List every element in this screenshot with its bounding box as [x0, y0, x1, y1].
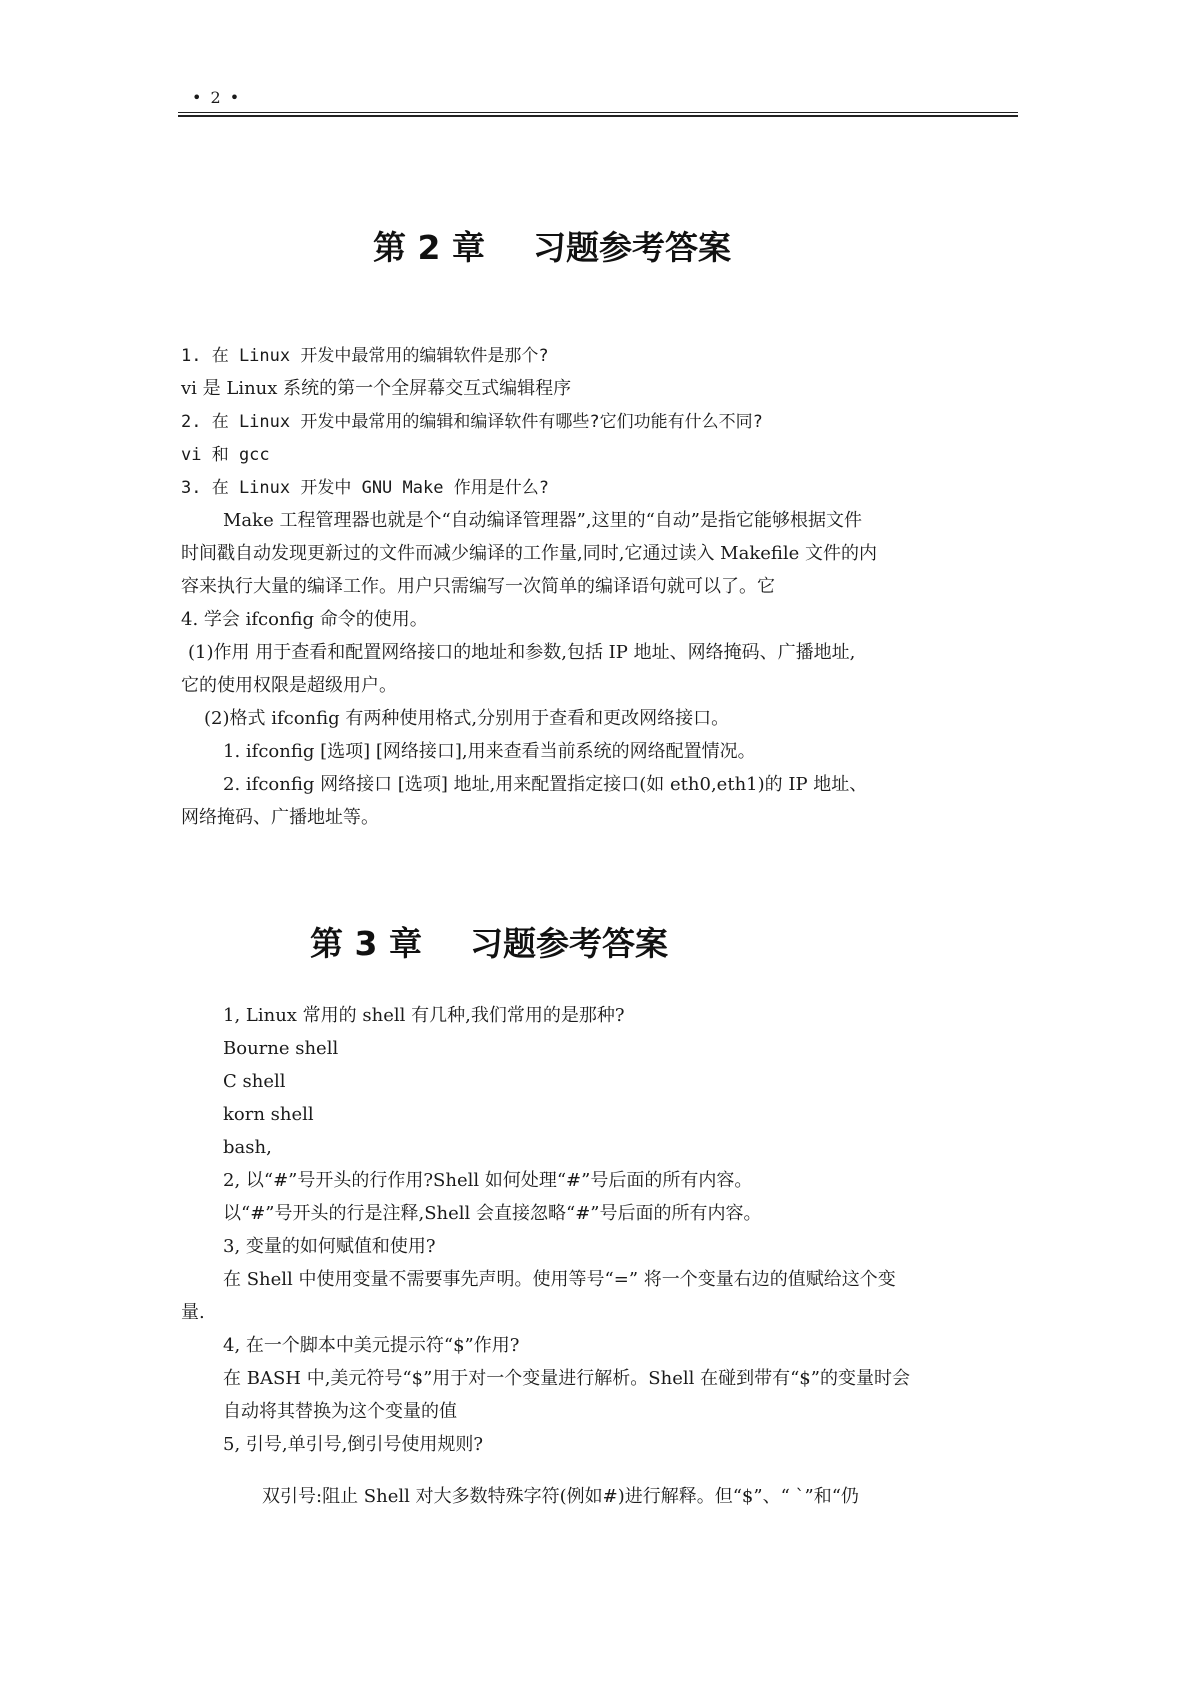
ch3-line: 双引号:阻止 Shell 对大多数特殊字符(例如#)进行解释。但“$”、“ `”和“仍: [262, 1486, 859, 1507]
ch3-line: 5, 引号,单引号,倒引号使用规则?: [223, 1434, 483, 1455]
ch3-line: korn shell: [223, 1104, 314, 1125]
page-number: • 2 •: [192, 88, 242, 107]
ch2-line: 网络掩码、广播地址等。: [181, 807, 379, 828]
ch3-line: bash,: [223, 1137, 272, 1158]
ch2-line: 2. 在 Linux 开发中最常用的编辑和编译软件有哪些?它们功能有什么不同?: [181, 412, 763, 432]
header-rule-thin: [178, 112, 1018, 113]
ch3-line: Bourne shell: [223, 1038, 339, 1059]
ch2-line: 时间戳自动发现更新过的文件而减少编译的工作量,同时,它通过读入 Makefile 文件的内: [181, 543, 878, 564]
ch2-line: 1. ifconfig [选项] [网络接口],用来查看当前系统的网络配置情况。: [223, 741, 756, 762]
ch3-line: 4, 在一个脚本中美元提示符“$”作用?: [223, 1335, 520, 1356]
chapter-3-heading: 习题参考答案: [469, 924, 668, 963]
page-header: [178, 82, 1018, 114]
ch3-line: 3, 变量的如何赋值和使用?: [223, 1236, 436, 1257]
chapter-2-number: 第 2 章: [373, 228, 485, 267]
ch2-line: 容来执行大量的编译工作。用户只需编写一次简单的编译语句就可以了。它: [181, 576, 775, 597]
header-rule-thick: [178, 115, 1018, 117]
chapter-2-heading: 习题参考答案: [532, 228, 731, 267]
chapter-2-title: [373, 222, 731, 269]
ch2-line: Make 工程管理器也就是个“自动编译管理器”,这里的“自动”是指它能够根据文件: [223, 510, 862, 531]
ch2-line: 2. ifconfig 网络接口 [选项] 地址,用来配置指定接口(如 eth0,eth1)的 IP 地址、: [223, 774, 868, 795]
chapter-3-title: [310, 918, 668, 965]
ch3-line: 在 BASH 中,美元符号“$”用于对一个变量进行解析。Shell 在碰到带有“$”的变量时会: [223, 1368, 910, 1389]
ch2-line: 3. 在 Linux 开发中 GNU Make 作用是什么?: [181, 478, 549, 498]
ch2-line: (2)格式 ifconfig 有两种使用格式,分别用于查看和更改网络接口。: [204, 708, 730, 729]
ch2-line: vi 是 Linux 系统的第一个全屏幕交互式编辑程序: [181, 378, 572, 399]
ch2-line: (1)作用 用于查看和配置网络接口的地址和参数,包括 IP 地址、网络掩码、广播地址,: [188, 642, 856, 663]
ch3-line: 自动将其替换为这个变量的值: [223, 1401, 457, 1422]
ch2-line: 1. 在 Linux 开发中最常用的编辑软件是那个?: [181, 346, 549, 366]
ch3-line: 以“#”号开头的行是注释,Shell 会直接忽略“#”号后面的所有内容。: [223, 1203, 762, 1224]
chapter-3-number: 第 3 章: [310, 924, 422, 963]
ch3-line: 1, Linux 常用的 shell 有几种,我们常用的是那种?: [223, 1005, 625, 1026]
ch3-line: 量.: [181, 1302, 205, 1323]
ch3-line: 在 Shell 中使用变量不需要事先声明。使用等号“=” 将一个变量右边的值赋给这个变: [223, 1269, 896, 1290]
ch3-line: 2, 以“#”号开头的行作用?Shell 如何处理“#”号后面的所有内容。: [223, 1170, 753, 1191]
ch2-line: 它的使用权限是超级用户。: [181, 675, 397, 696]
ch3-line: C shell: [223, 1071, 286, 1092]
ch2-line: 4. 学会 ifconfig 命令的使用。: [181, 609, 428, 630]
ch2-line: vi 和 gcc: [181, 445, 270, 465]
